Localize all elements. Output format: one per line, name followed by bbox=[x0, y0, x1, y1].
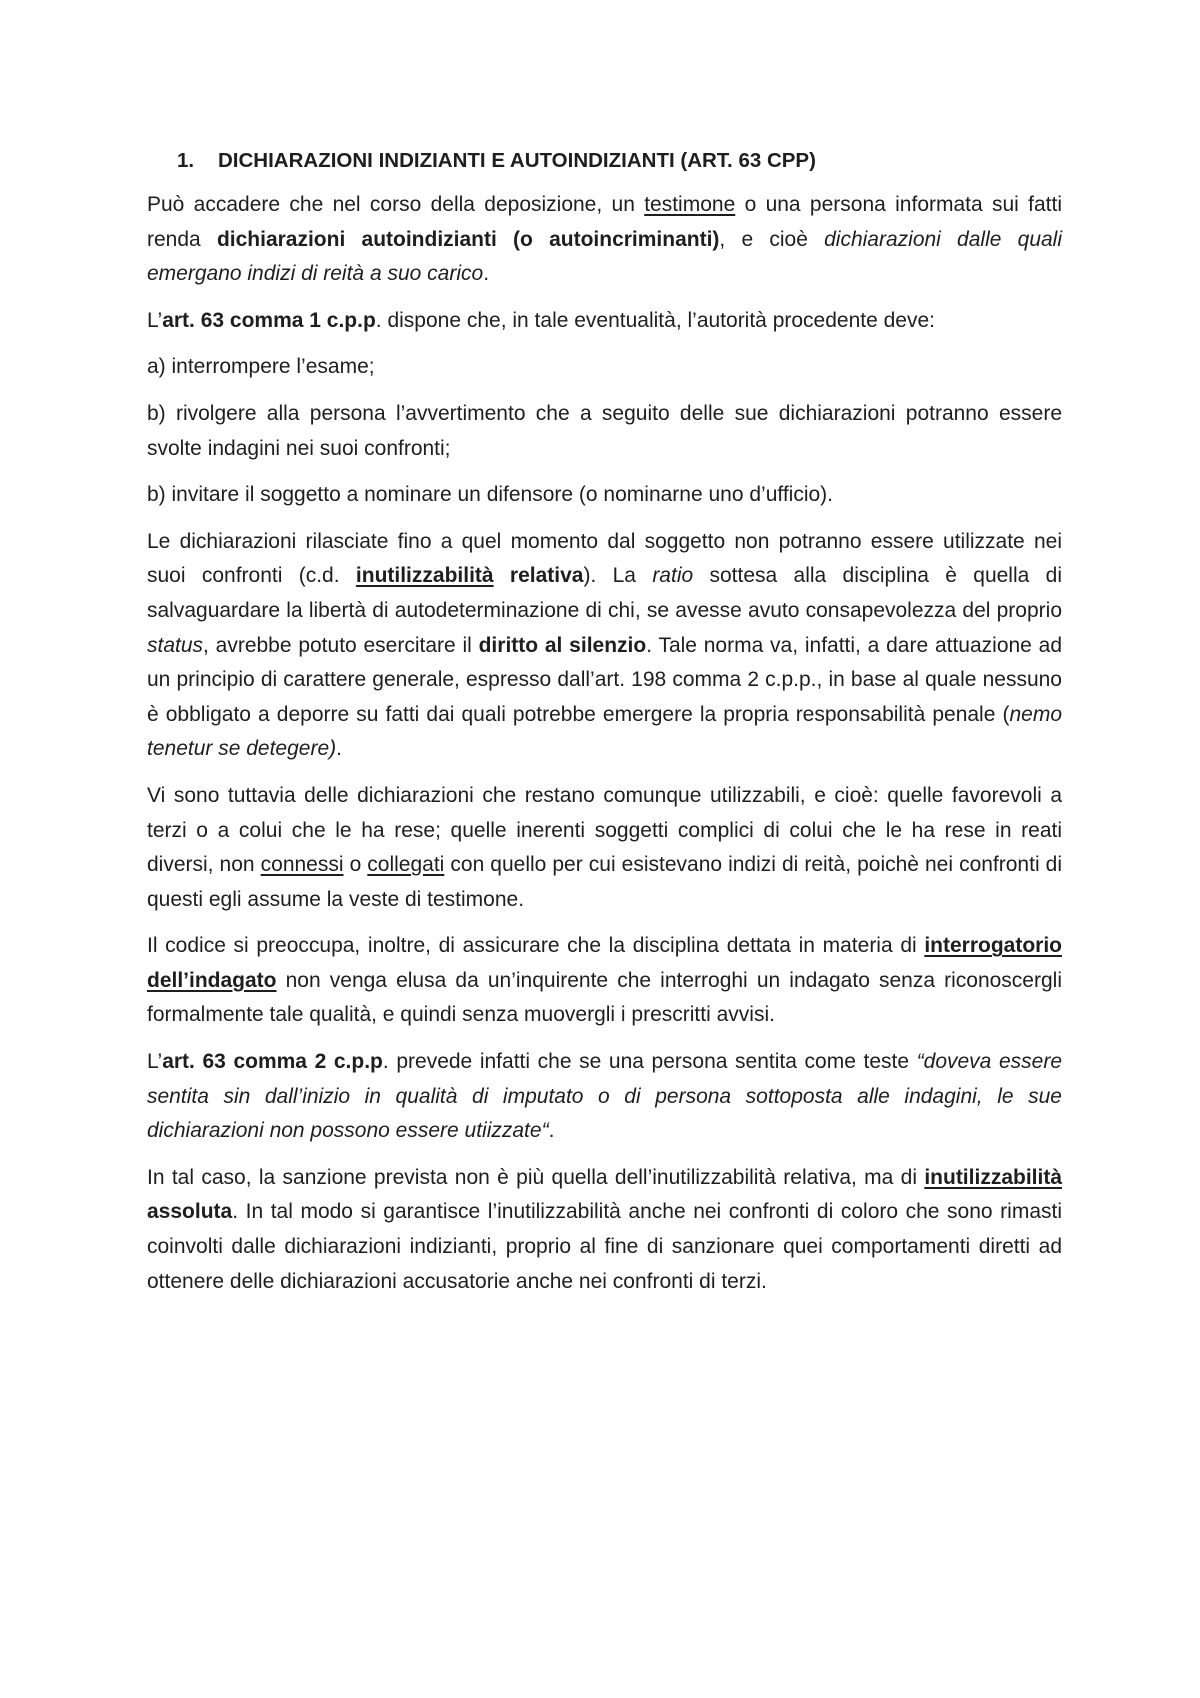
heading-title: DICHIARAZIONI INDIZIANTI E AUTOINDIZIANTI (ART. 63 CPP) bbox=[218, 149, 816, 172]
list-item-a: a) interrompere l’esame; bbox=[147, 355, 375, 379]
text-run: Le dichiarazioni rilasciate fino a quel momento dal soggetto non potranno essere utilizzate nei suoi confronti (c.d. bbox=[147, 529, 1062, 588]
text-run: o una persona informata sui fatti renda bbox=[147, 193, 1063, 251]
section-heading bbox=[147, 144, 1062, 178]
text-run: Può accadere che nel corso della deposizione, un bbox=[147, 193, 645, 216]
text-run: . In tal modo si garantisce l’inutilizzabilità anche nei confronti di coloro che sono rimasti coinvolti dalle dichiarazioni indizianti, proprio al fine di sanzionare quei comportamenti diretti ad ottenere delle dichiarazioni accusatorie anche nei confronti di terzi. bbox=[147, 1200, 1062, 1293]
text-run: . dispone che, in tale eventualità, l’autorità procedente deve: bbox=[375, 308, 935, 332]
paragraph-inutilizzabilita-assoluta bbox=[147, 1161, 1062, 1299]
paragraph-intro bbox=[147, 188, 1062, 292]
bold-term: diritto al silenzio bbox=[478, 633, 647, 657]
text-run: . Tale norma va, infatti, a dare attuazione ad un principio di carattere generale, espresso dall’art. 198 comma 2 c.p.p., in base al quale nessuno è obbligato a deporre su fatti dai quali potrebbe emergere la propria responsabilità penale ( bbox=[147, 633, 1063, 726]
text-run: Il codice si preoccupa, inoltre, di assicurare che la disciplina dettata in materia di bbox=[147, 934, 925, 958]
list-item-b1: b) rivolgere alla persona l’avvertimento che a seguito delle sue dichiarazioni potranno essere svolte indagini nei suoi confronti; bbox=[147, 401, 1062, 460]
text-run: con quello per cui esistevano indizi di reità, poichè nei confronti di questi egli assume la veste di testimone. bbox=[147, 853, 1062, 911]
text-run: . bbox=[548, 1119, 555, 1143]
bold-term: art. 63 comma 2 c.p.p bbox=[162, 1050, 383, 1074]
list-item-b2: b) invitare il soggetto a nominare un difensore (o nominarne uno d’ufficio). bbox=[147, 483, 834, 507]
underlined-bold-term: interrogatorio dell’indagato bbox=[147, 934, 1062, 992]
text-run bbox=[494, 564, 510, 587]
text-run: . prevede infatti che se una persona sentita come teste bbox=[382, 1050, 917, 1074]
text-run: L’ bbox=[147, 308, 163, 332]
paragraph-inutilizzabilita-relativa bbox=[147, 525, 1062, 767]
text-run: sottesa alla disciplina è quella di salvaguardare la libertà di autodeterminazione di chi, se avesse avuto consapevolezza del proprio bbox=[147, 564, 1062, 622]
bold-term: dichiarazioni autoindizianti (o autoincriminanti) bbox=[216, 227, 720, 251]
bold-term: art. 63 comma 1 c.p.p bbox=[162, 308, 376, 332]
italic-quote: “doveva essere sentita sin dall’inizio in qualità di imputato o di persona sottoposta alle indagini, le sue dichiarazioni non possono essere utiizzate“ bbox=[147, 1050, 1062, 1143]
underlined-bold-term: inutilizzabilità bbox=[355, 564, 494, 588]
bold-term: relativa bbox=[509, 564, 584, 588]
paragraph-art63-c2 bbox=[147, 1045, 1062, 1149]
text-run: Vi sono tuttavia delle dichiarazioni che restano comunque utilizzabili, e cioè: quelle favorevoli a terzi o a colui che le ha rese; quelle inerenti soggetti complici di colui che le ha rese in reati diversi, non bbox=[147, 783, 1062, 877]
heading-number: 1. bbox=[177, 149, 195, 172]
text-run: . bbox=[336, 737, 342, 761]
italic-term: status bbox=[147, 633, 204, 657]
text-run: , e cioè bbox=[719, 227, 825, 251]
text-run: o bbox=[343, 853, 368, 877]
underlined-bold-term: inutilizzabilità bbox=[924, 1165, 1062, 1189]
text-run: In tal caso, la sanzione prevista non è più quella dell’inutilizzabilità relativa, ma di bbox=[147, 1165, 925, 1189]
underlined-term: collegati bbox=[367, 853, 445, 877]
text-run: non venga elusa da un’inquirente che interroghi un indagato senza riconoscergli formalmente tale qualità, e quindi senza muovergli i prescritti avvisi. bbox=[147, 968, 1062, 1027]
underlined-term: connessi bbox=[260, 853, 344, 877]
text-run: , avrebbe potuto esercitare il bbox=[203, 633, 479, 657]
text-run: L’ bbox=[147, 1050, 163, 1074]
italic-term: ratio bbox=[652, 564, 694, 588]
underlined-term-testimone: testimone bbox=[644, 193, 736, 216]
italic-phrase: nemo tenetur se detegere) bbox=[147, 702, 1062, 761]
paragraph-art63-c1 bbox=[147, 304, 1062, 339]
text-run: ). La bbox=[583, 564, 653, 588]
italic-phrase: dichiarazioni dalle quali emergano indizi di reità a suo carico bbox=[147, 227, 1063, 286]
paragraph-interrogatorio bbox=[147, 929, 1062, 1033]
text-run: . bbox=[483, 262, 490, 286]
paragraph-utilizzabili bbox=[147, 779, 1062, 917]
bold-term: assoluta bbox=[147, 1200, 233, 1224]
